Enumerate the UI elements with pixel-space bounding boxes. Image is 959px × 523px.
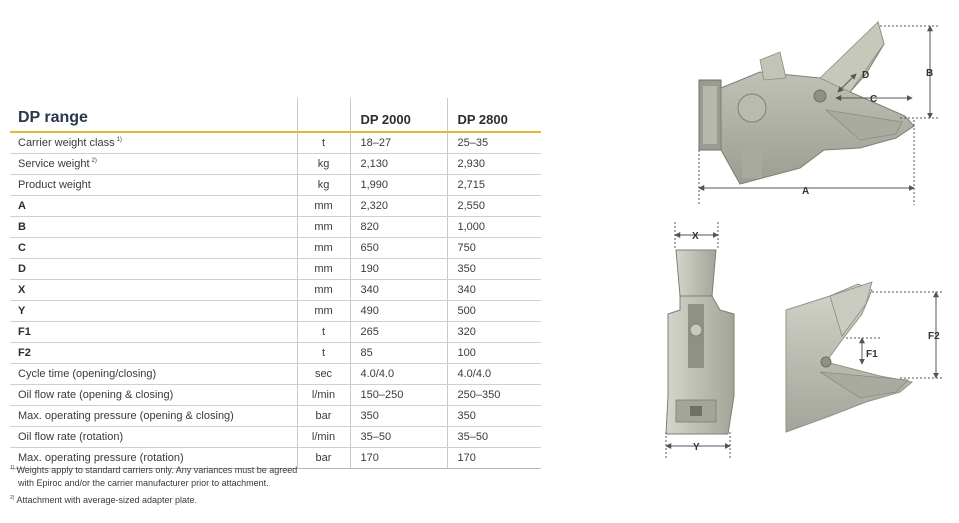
row-value-dp2800: 4.0/4.0 (447, 364, 541, 385)
jaw-detail-image (786, 282, 912, 432)
model-dp2000-header: DP 2000 (350, 98, 447, 132)
row-value-dp2800: 25–35 (447, 132, 541, 154)
table-title: DP range (10, 98, 297, 132)
footnote-2-mark: 2) (10, 495, 15, 501)
row-label-text: Y (18, 305, 26, 317)
row-label-text: B (18, 221, 26, 233)
row-unit: t (297, 132, 350, 154)
footnote-1-line-1: Weights apply to standard carriers only. Any variances must be agreed (16, 465, 298, 475)
row-value-dp2000: 340 (350, 280, 447, 301)
row-value-dp2000: 85 (350, 343, 447, 364)
row-value-dp2800: 250–350 (447, 385, 541, 406)
row-value-dp2000: 820 (350, 217, 447, 238)
row-value-dp2000: 170 (350, 448, 447, 469)
row-label-text: Oil flow rate (opening & closing) (18, 389, 174, 401)
dimension-label-f2: F2 (928, 331, 940, 342)
footnote-marker: 2) (91, 158, 97, 165)
footnote-1-line-2: with Epiroc and/or the carrier manufacturer prior to attachment. (18, 478, 269, 488)
footnote-1-mark: 1) (10, 465, 15, 471)
row-value-dp2800: 170 (447, 448, 541, 469)
dimension-label-f1: F1 (866, 349, 878, 360)
row-unit: mm (297, 280, 350, 301)
row-label-text: Service weight (18, 158, 90, 170)
model-dp2800-header: DP 2800 (447, 98, 541, 132)
row-value-dp2800: 2,550 (447, 196, 541, 217)
row-value-dp2000: 1,990 (350, 175, 447, 196)
dimension-label-y: Y (693, 442, 700, 453)
row-value-dp2800: 340 (447, 280, 541, 301)
front-view-shear-image (666, 250, 734, 434)
row-unit: l/min (297, 427, 350, 448)
row-unit: mm (297, 238, 350, 259)
footnote-marker: 1) (116, 137, 122, 144)
row-unit: mm (297, 196, 350, 217)
row-unit: t (297, 343, 350, 364)
footnote-2-line-1: Attachment with average-sized adapter plate. (16, 495, 198, 505)
dimension-label-x: X (692, 231, 699, 242)
row-label-text: Product weight (18, 179, 91, 191)
row-unit: kg (297, 175, 350, 196)
row-label-text: Cycle time (opening/closing) (18, 368, 157, 380)
row-unit: mm (297, 259, 350, 280)
row-value-dp2800: 750 (447, 238, 541, 259)
row-value-dp2000: 2,320 (350, 196, 447, 217)
dimension-label-a: A (802, 186, 810, 197)
row-value-dp2000: 350 (350, 406, 447, 427)
row-label-text: Oil flow rate (rotation) (18, 431, 124, 443)
row-value-dp2000: 490 (350, 301, 447, 322)
row-value-dp2000: 4.0/4.0 (350, 364, 447, 385)
row-value-dp2800: 100 (447, 343, 541, 364)
row-unit: l/min (297, 385, 350, 406)
dimension-label-c: C (870, 94, 878, 105)
row-value-dp2000: 150–250 (350, 385, 447, 406)
row-unit: mm (297, 217, 350, 238)
row-value-dp2800: 320 (447, 322, 541, 343)
row-label-text: F1 (18, 326, 31, 338)
row-label-text: A (18, 200, 26, 212)
row-value-dp2800: 350 (447, 406, 541, 427)
row-value-dp2000: 190 (350, 259, 447, 280)
row-value-dp2000: 265 (350, 322, 447, 343)
row-label-text: F2 (18, 347, 31, 359)
row-label-text: X (18, 284, 26, 296)
row-label-text: C (18, 242, 26, 254)
row-value-dp2800: 35–50 (447, 427, 541, 448)
row-label-text: Max. operating pressure (rotation) (18, 452, 184, 464)
row-unit: sec (297, 364, 350, 385)
row-value-dp2000: 35–50 (350, 427, 447, 448)
row-unit: bar (297, 406, 350, 427)
row-value-dp2000: 650 (350, 238, 447, 259)
row-unit: kg (297, 154, 350, 175)
row-unit: bar (297, 448, 350, 469)
row-value-dp2000: 18–27 (350, 132, 447, 154)
dimension-label-b: B (926, 68, 934, 79)
row-label-text: D (18, 263, 26, 275)
row-value-dp2800: 1,000 (447, 217, 541, 238)
row-value-dp2000: 2,130 (350, 154, 447, 175)
row-unit: t (297, 322, 350, 343)
row-value-dp2800: 500 (447, 301, 541, 322)
row-label-text: Carrier weight class (18, 137, 115, 149)
row-unit: mm (297, 301, 350, 322)
row-value-dp2800: 2,715 (447, 175, 541, 196)
row-value-dp2800: 2,930 (447, 154, 541, 175)
row-label-text: Max. operating pressure (opening & closing) (18, 410, 234, 422)
row-value-dp2800: 350 (447, 259, 541, 280)
dimension-label-d: D (862, 70, 870, 81)
side-view-shear-image (699, 22, 914, 184)
